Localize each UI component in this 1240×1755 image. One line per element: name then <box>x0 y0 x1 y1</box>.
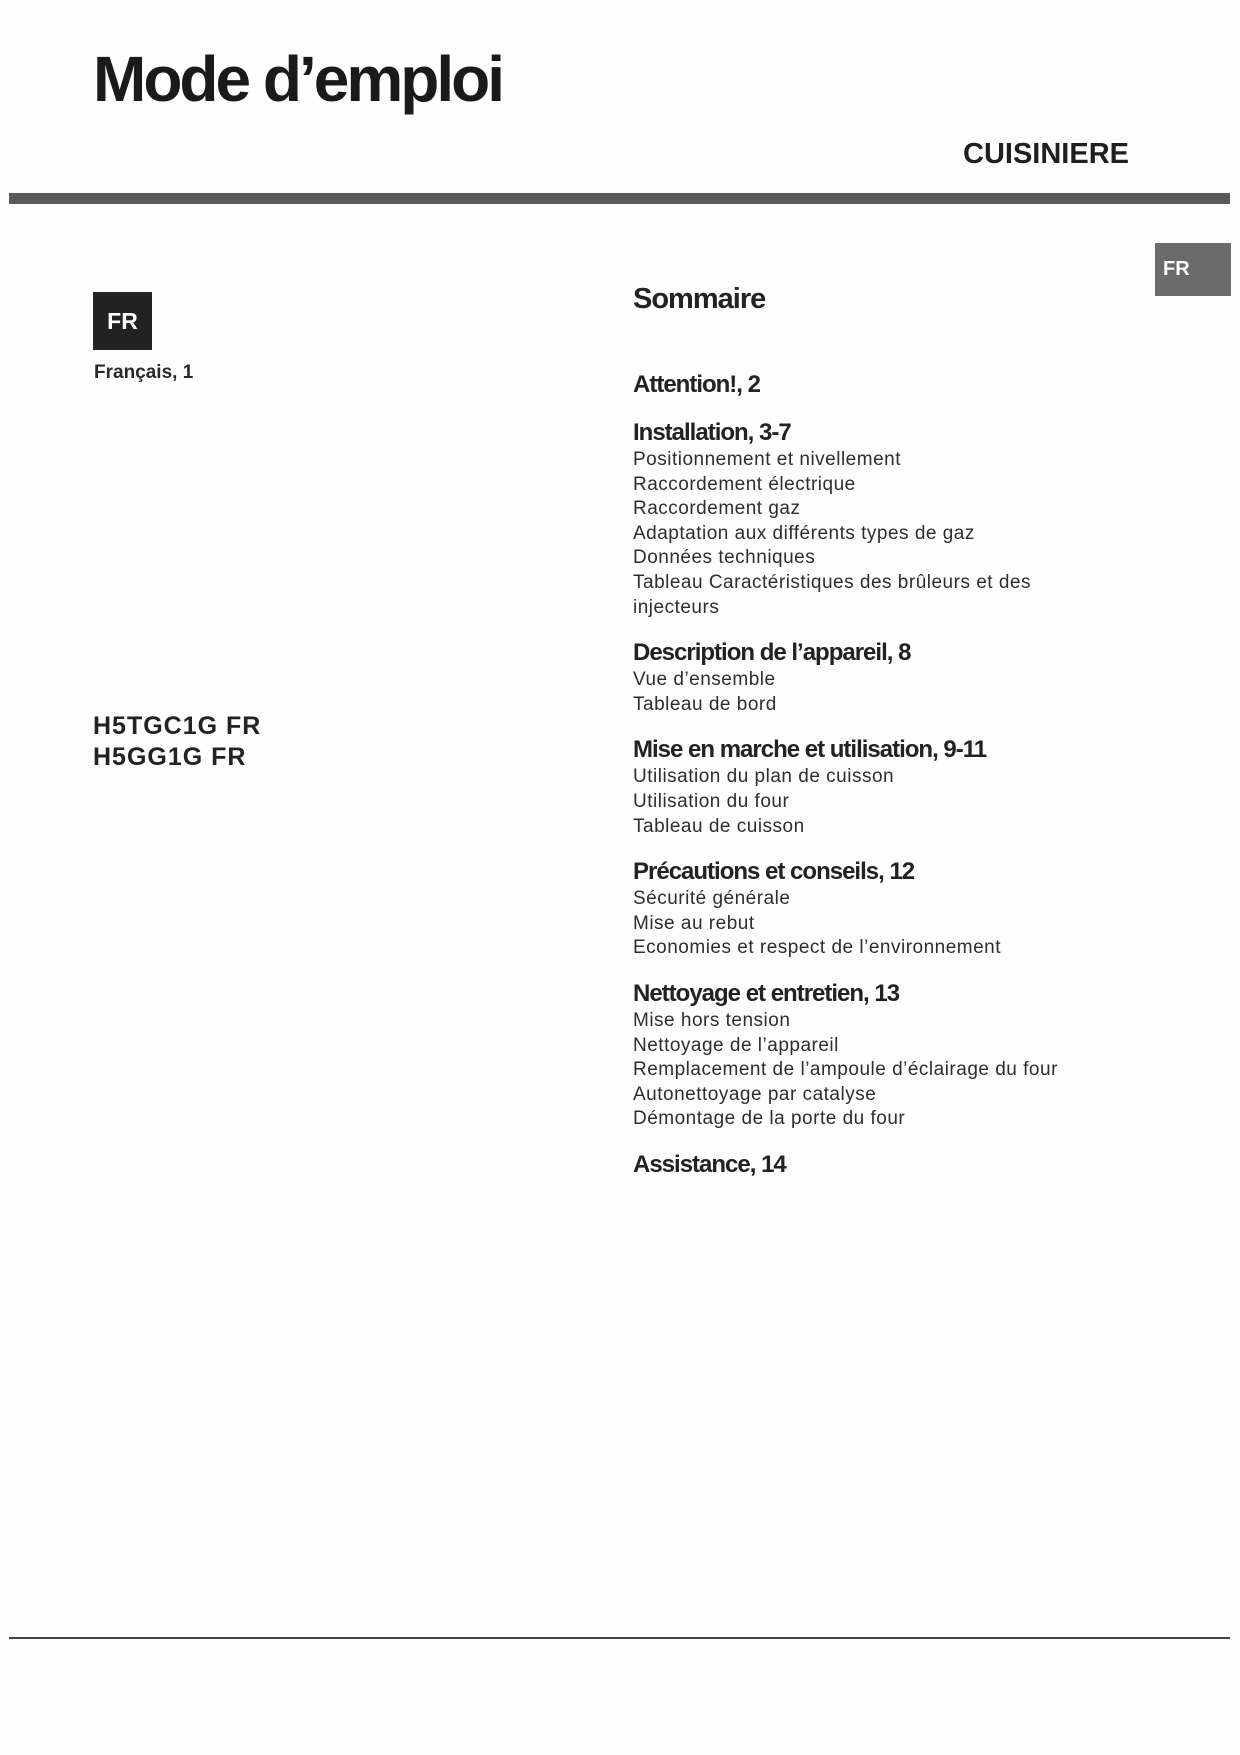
toc-item-list <box>633 448 1093 620</box>
toc-item: Positionnement et nivellement <box>633 449 901 470</box>
header-divider <box>9 193 1230 204</box>
toc-section <box>633 735 1093 839</box>
footer-divider <box>9 1637 1230 1639</box>
toc-item: Sécurité générale <box>633 888 791 910</box>
toc-item: Tableau de bord <box>633 693 777 715</box>
language-side-tab: FR <box>1155 243 1231 296</box>
toc-section-title: Attention!, 2 <box>633 371 760 398</box>
product-type: CUISINIERE <box>963 138 1129 170</box>
toc-item: Vue d’ensemble <box>633 669 776 691</box>
toc-section <box>633 370 1093 400</box>
toc-item: Utilisation du four <box>633 790 790 812</box>
toc-item: Démontage de la porte du four <box>633 1108 906 1130</box>
toc-item: Raccordement gaz <box>633 498 801 520</box>
model-name: H5GG1G FR <box>93 743 247 771</box>
toc-item: Remplacement de l’ampoule d’éclairage du four <box>633 1059 1058 1081</box>
toc-section-title: Installation, 3-7 <box>633 419 791 446</box>
toc-item: Autonettoyage par catalyse <box>633 1083 877 1105</box>
toc-item: Mise hors tension <box>633 1009 791 1031</box>
toc-item-list <box>633 765 1093 839</box>
model-list <box>93 711 261 773</box>
toc-section-title: Assistance, 14 <box>633 1150 786 1178</box>
toc-section-title: Mise en marche et utilisation, 9-11 <box>633 736 987 764</box>
toc-item-list <box>633 887 1093 961</box>
toc-item: Tableau Caractéristiques des brûleurs et des injecteurs <box>633 571 1031 618</box>
toc-section-title: Description de l’appareil, 8 <box>633 639 911 667</box>
table-of-contents <box>633 370 1093 1198</box>
toc-item-list <box>633 1009 1093 1132</box>
toc-item: Utilisation du plan de cuisson <box>633 766 895 788</box>
toc-item: Adaptation aux différents types de gaz <box>633 522 975 544</box>
toc-section <box>633 418 1093 620</box>
language-entry: Français, 1 <box>94 362 194 383</box>
toc-section-title: Nettoyage et entretien, 13 <box>633 979 900 1007</box>
toc-section <box>633 1150 1093 1180</box>
model-name: H5TGC1G FR <box>93 712 262 740</box>
toc-item: Economies et respect de l’environnement <box>633 937 1002 959</box>
page-title: Mode d’emploi <box>93 43 502 115</box>
toc-section-title: Précautions et conseils, 12 <box>633 858 915 886</box>
toc-item: Nettoyage de l’appareil <box>633 1034 839 1056</box>
toc-item-list <box>633 668 1093 717</box>
toc-title: Sommaire <box>633 283 766 315</box>
toc-item: Tableau de cuisson <box>633 815 805 837</box>
toc-item: Mise au rebut <box>633 912 755 934</box>
toc-section <box>633 638 1093 717</box>
language-badge: FR <box>93 292 152 350</box>
toc-item: Raccordement électrique <box>633 473 856 495</box>
toc-section <box>633 979 1093 1132</box>
toc-section <box>633 857 1093 961</box>
toc-item: Données techniques <box>633 547 816 569</box>
